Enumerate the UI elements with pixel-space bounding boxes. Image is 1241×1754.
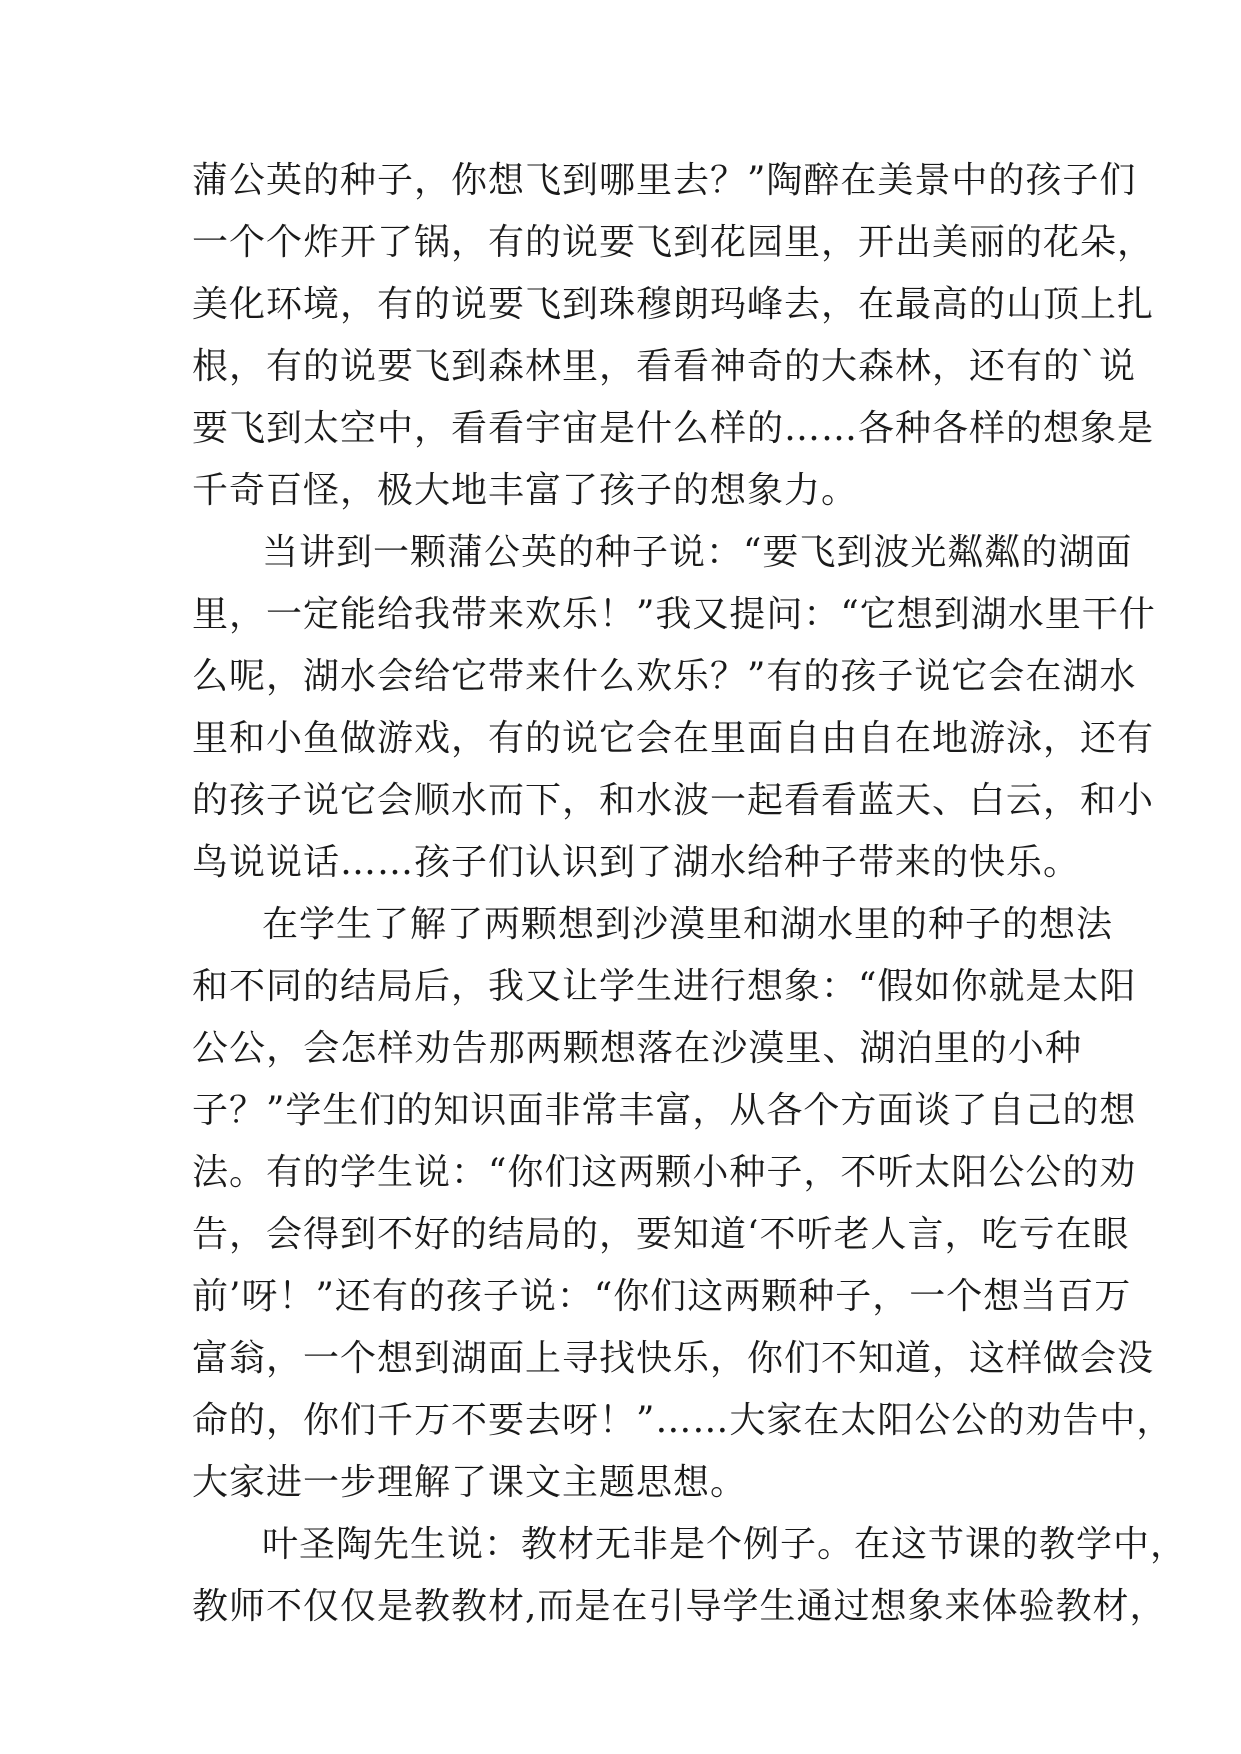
text-line: 前’呀！”还有的孩子说：“你们这两颗种子，一个想当百万: [192, 1276, 1132, 1317]
text-line: 命的，你们千万不要去呀！”……大家在太阳公公的劝告中，: [192, 1400, 1174, 1441]
paragraph-2: [192, 522, 1156, 894]
text-line: 根，有的说要飞到森林里，看看神奇的大森林，还有的`说: [192, 346, 1137, 387]
text-line: 鸟说说话……孩子们认识到了湖水给种子带来的快乐。: [192, 842, 1081, 883]
text-line: 的孩子说它会顺水而下，和水波一起看看蓝天、白云，和小: [192, 780, 1155, 821]
text-line: 要飞到太空中，看看宇宙是什么样的……各种各样的想象是: [192, 408, 1155, 449]
text-line: 在学生了解了两颗想到沙漠里和湖水里的种子的想法: [262, 904, 1114, 945]
text-line: 千奇百怪，极大地丰富了孩子的想象力。: [192, 470, 859, 511]
text-line: 子？”学生们的知识面非常丰富，从各个方面谈了自己的想: [192, 1090, 1137, 1131]
text-line: 告，会得到不好的结局的，要知道‘不听老人言，吃亏在眼: [192, 1214, 1130, 1255]
text-line: 教师不仅仅是教教材,而是在引导学生通过想象来体验教材，: [192, 1586, 1167, 1627]
text-line: 美化环境，有的说要飞到珠穆朗玛峰去，在最高的山顶上扎: [192, 284, 1155, 325]
text-line: 么呢，湖水会给它带来什么欢乐？”有的孩子说它会在湖水: [192, 656, 1137, 697]
text-line: 公公，会怎样劝告那两颗想落在沙漠里、湖泊里的小种: [192, 1028, 1082, 1069]
document-body: [192, 150, 1188, 1638]
text-line: 叶圣陶先生说：教材无非是个例子。在这节课的教学中，: [262, 1524, 1188, 1565]
text-line: 一个个炸开了锅，有的说要飞到花园里，开出美丽的花朵，: [192, 222, 1155, 263]
text-line: 法。有的学生说：“你们这两颗小种子，不听太阳公公的劝: [192, 1152, 1137, 1193]
paragraph-4: [192, 1514, 1188, 1638]
text-line: 富翁，一个想到湖面上寻找快乐，你们不知道，这样做会没: [192, 1338, 1155, 1379]
text-line: 和不同的结局后，我又让学生进行想象：“假如你就是太阳: [192, 966, 1137, 1007]
text-line: 大家进一步理解了课文主题思想。: [192, 1462, 748, 1503]
text-line: 里，一定能给我带来欢乐！”我又提问：“它想到湖水里干什: [192, 594, 1156, 635]
text-line: 里和小鱼做游戏，有的说它会在里面自由自在地游泳，还有: [192, 718, 1155, 759]
paragraph-3: [192, 894, 1174, 1514]
paragraph-1: [192, 150, 1155, 522]
text-line: 蒲公英的种子，你想飞到哪里去？”陶醉在美景中的孩子们: [192, 160, 1137, 201]
text-line: 当讲到一颗蒲公英的种子说：“要飞到波光粼粼的湖面: [262, 532, 1133, 573]
